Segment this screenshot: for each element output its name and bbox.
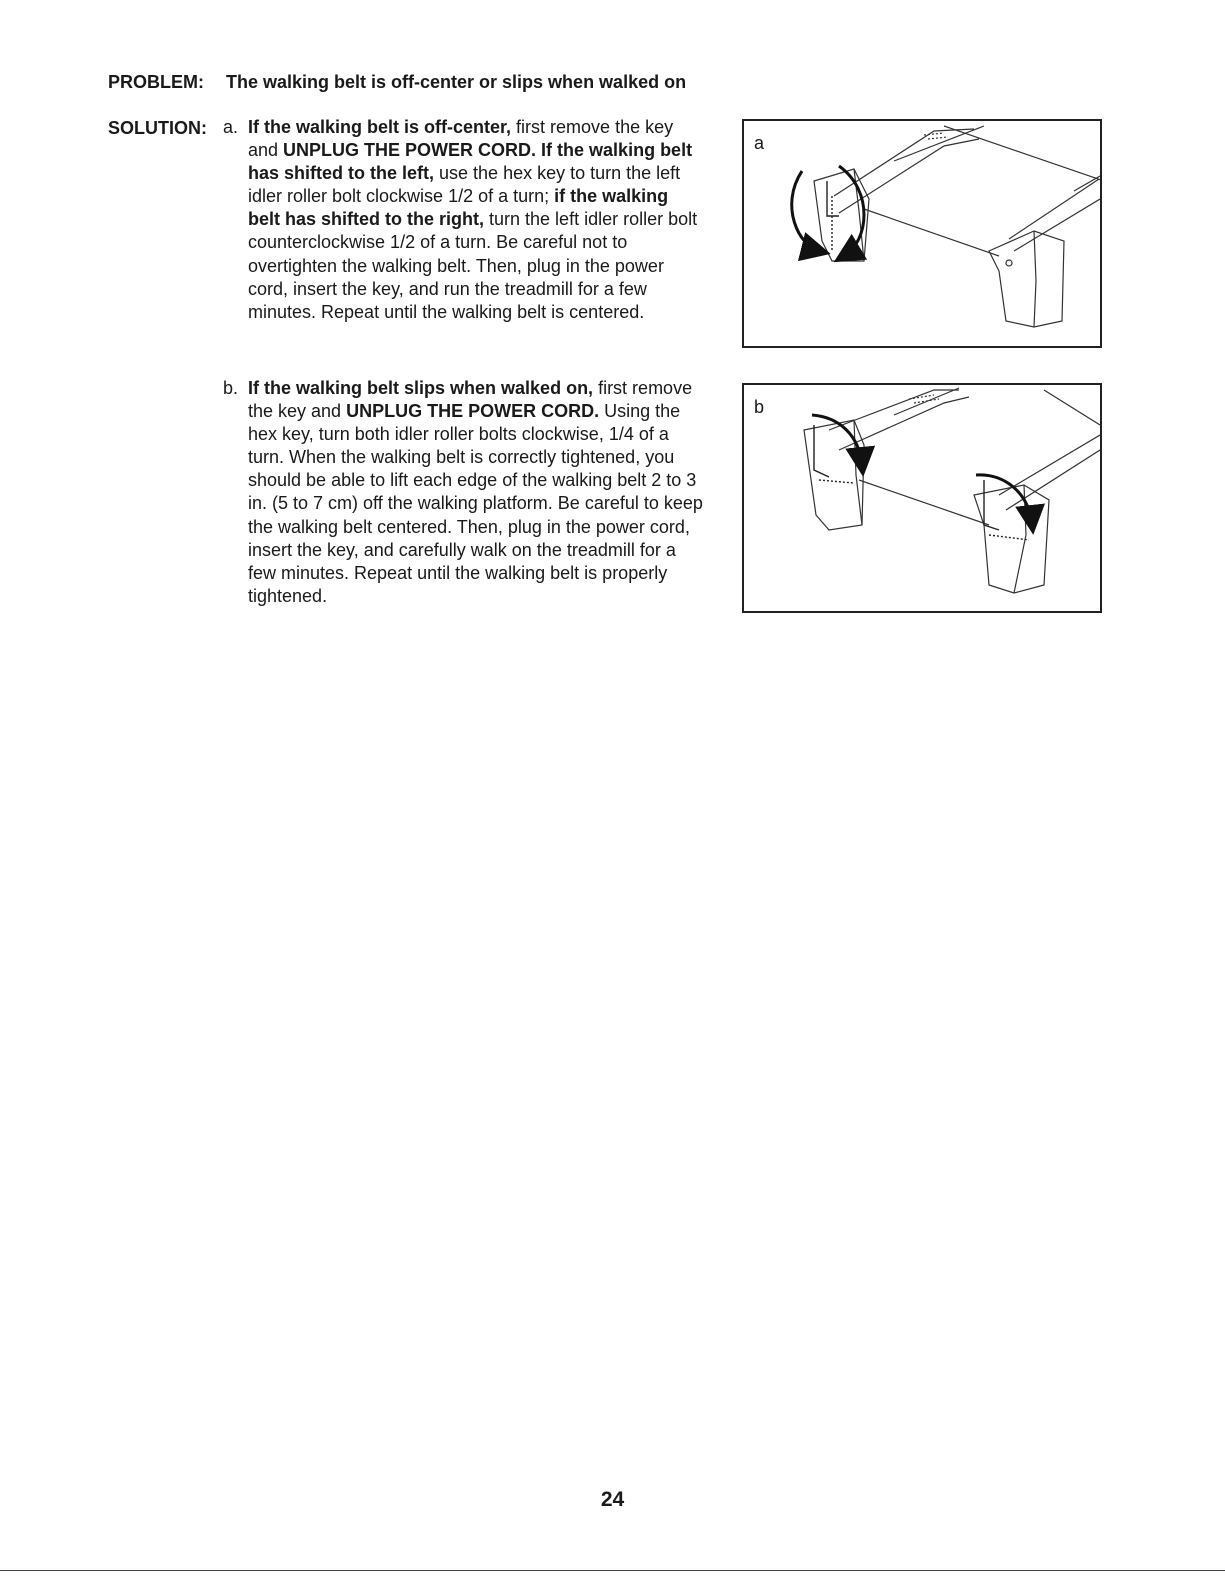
text-segment: use the hex key to turn the left idler roller bolt clockwise 1/2 of a turn; bbox=[248, 163, 681, 207]
treadmill-rear-both-idler-bolts-clockwise-illustration bbox=[744, 385, 1100, 611]
solution-item-b bbox=[223, 377, 703, 608]
figure-b bbox=[742, 383, 1102, 613]
solution-item-body bbox=[248, 377, 703, 608]
solution-label: SOLUTION: bbox=[108, 118, 207, 138]
text-segment: first remove the key and bbox=[248, 117, 674, 161]
figure-a bbox=[742, 119, 1102, 348]
text-segment: Using the hex key, turn both idler roller bolts clockwise, 1/4 of a turn. When the walking belt is correctly tightened, you should be able to lift each edge of the walking belt 2 to 3 in. (5 to 7 cm) off the walking platform. Be careful to keep the walking belt centered. Then, plug in the power cord, insert the key, and carefully walk on the treadmill for a few minutes. Repeat until the walking belt is properly tightened. bbox=[248, 401, 703, 606]
text-segment: first remove the key and bbox=[248, 378, 693, 422]
text-segment: If the walking belt slips when walked on, bbox=[248, 378, 594, 398]
text-segment: if the walking belt has shifted to the right, bbox=[248, 186, 669, 230]
text-segment: UNPLUG THE POWER CORD. If the walking belt has shifted to the left, bbox=[248, 140, 693, 184]
problem-text: The walking belt is off-center or slips when walked on bbox=[226, 72, 687, 92]
figure-label: a bbox=[754, 133, 765, 153]
bottom-divider bbox=[0, 1570, 1225, 1571]
page-number: 24 bbox=[600, 1488, 625, 1511]
problem-label: PROBLEM: bbox=[108, 72, 204, 92]
text-segment: UNPLUG THE POWER CORD. bbox=[346, 401, 600, 422]
text-segment: If the walking belt is off-center, bbox=[248, 117, 512, 137]
solution-item-a bbox=[223, 116, 703, 324]
figure-label: b bbox=[754, 397, 765, 417]
text-segment: turn the left idler roller bolt counterclockwise 1/2 of a turn. Be careful not to overtighten the walking belt. Then, plug in the power cord, insert the key, and run the treadmill for a few minutes. Repeat until the walking belt is centered. bbox=[248, 209, 698, 322]
solution-item-letter: a. bbox=[223, 117, 239, 137]
treadmill-rear-idler-bolt-left-rotation-illustration bbox=[744, 121, 1100, 346]
problem-heading bbox=[108, 70, 808, 94]
solution-item-body bbox=[248, 116, 703, 324]
solution-item-letter: b. bbox=[223, 378, 239, 398]
